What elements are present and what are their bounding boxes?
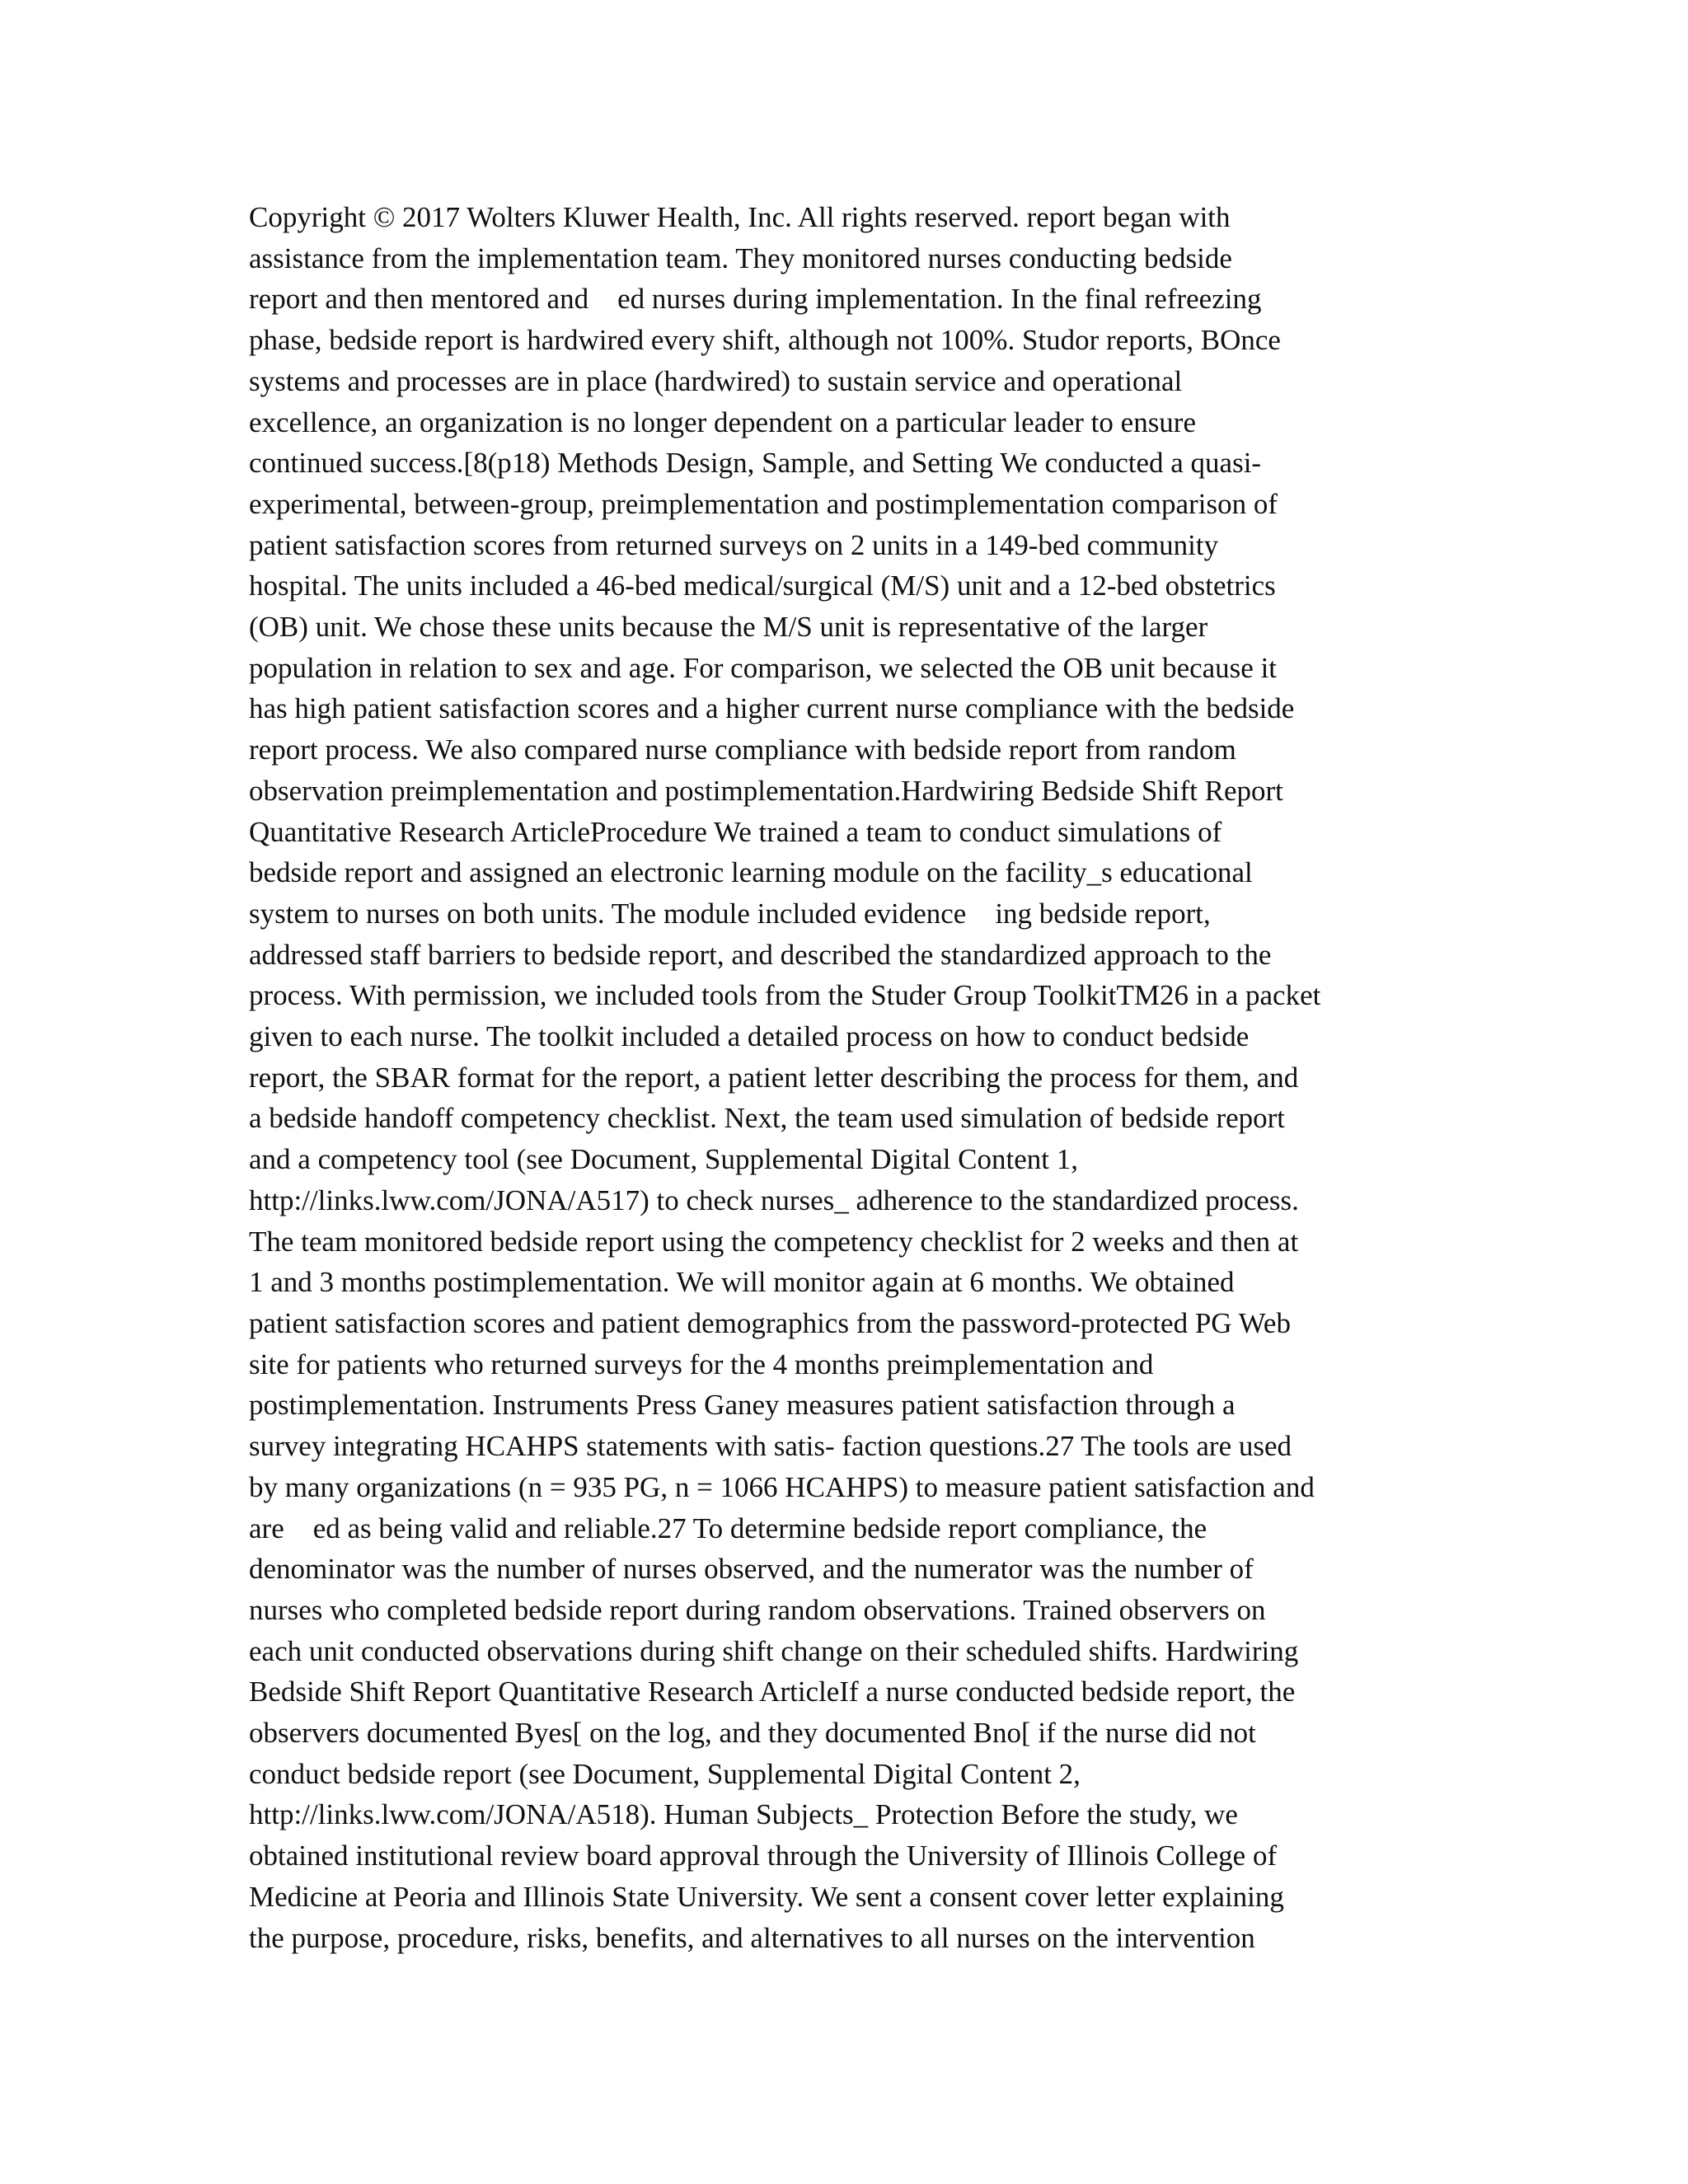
text-line: systems and processes are in place (hardwired) to sustain service and operational [249, 364, 1183, 397]
body-text [249, 197, 1452, 1958]
text-line: (OB) unit. We chose these units because the M/S unit is representative of the larger [249, 611, 1208, 644]
text-line: obtained institutional review board approval through the University of Illinois College of [249, 1840, 1278, 1872]
text-line: 1 and 3 months postimplementation. We will monitor again at 6 months. We obtained [249, 1266, 1235, 1299]
text-line: conduct bedside report (see Document, Supplemental Digital Content 2, [249, 1757, 1081, 1790]
text-line: http://links.lww.com/JONA/A518). Human Subjects_ Protection Before the study, we [249, 1798, 1238, 1831]
text-line: patient satisfaction scores and patient demographics from the password-protected PG Web [249, 1306, 1291, 1339]
text-line: population in relation to sex and age. For comparison, we selected the OB unit because it [249, 651, 1278, 684]
text-line: a bedside handoff competency checklist. Next, the team used simulation of bedside report [249, 1102, 1286, 1135]
text-line: addressed staff barriers to bedside report, and described the standardized approach to the [249, 938, 1272, 971]
text-line: hospital. The units included a 46-bed medical/surgical (M/S) unit and a 12-bed obstetrics [249, 569, 1276, 602]
text-line: denominator was the number of nurses observed, and the numerator was the number of [249, 1553, 1254, 1586]
text-line: experimental, between-group, preimplementation and postimplementation comparison of [249, 487, 1278, 520]
text-line: each unit conducted observations during shift change on their scheduled shifts. Hardwiring [249, 1634, 1299, 1667]
text-line: Bedside Shift Report Quantitative Research ArticleIf a nurse conducted bedside report, the [249, 1675, 1296, 1708]
text-line: by many organizations (n = 935 PG, n = 1066 HCAHPS) to measure patient satisfaction and [249, 1470, 1315, 1503]
text-line: assistance from the implementation team. They monitored nurses conducting bedside [249, 241, 1232, 274]
text-line: http://links.lww.com/JONA/A517) to check nurses_ adherence to the standardized process. [249, 1183, 1299, 1216]
text-line: patient satisfaction scores from returned surveys on 2 units in a 149-bed community [249, 528, 1219, 561]
text-line: system to nurses on both units. The module included evidence ing bedside report, [249, 897, 1211, 930]
text-line: bedside report and assigned an electronic learning module on the facility_s educational [249, 856, 1253, 889]
text-line: Medicine at Peoria and Illinois State University. We sent a consent cover letter explaining [249, 1880, 1284, 1913]
text-line: excellence, an organization is no longer dependent on a particular leader to ensure [249, 405, 1197, 438]
text-line: the purpose, procedure, risks, benefits, and alternatives to all nurses on the intervention [249, 1921, 1255, 1954]
text-line: are ed as being valid and reliable.27 To determine bedside report compliance, the [249, 1511, 1207, 1544]
text-line: has high patient satisfaction scores and a higher current nurse compliance with the bedside [249, 692, 1295, 725]
text-line: report, the SBAR format for the report, a patient letter describing the process for them, and [249, 1061, 1299, 1094]
text-line: Quantitative Research ArticleProcedure We trained a team to conduct simulations of [249, 815, 1222, 848]
text-line: report process. We also compared nurse compliance with bedside report from random [249, 733, 1236, 766]
text-line: postimplementation. Instruments Press Ganey measures patient satisfaction through a [249, 1389, 1236, 1422]
text-line: report and then mentored and ed nurses during implementation. In the final refreezing [249, 283, 1262, 316]
text-line: given to each nurse. The toolkit included a detailed process on how to conduct bedside [249, 1020, 1250, 1053]
text-line: survey integrating HCAHPS statements with satis- faction questions.27 The tools are used [249, 1430, 1292, 1463]
text-line: nurses who completed bedside report during random observations. Trained observers on [249, 1593, 1266, 1626]
text-line: phase, bedside report is hardwired every shift, although not 100%. Studor reports, BOnce [249, 324, 1281, 357]
text-line: process. With permission, we included tools from the Studer Group ToolkitTM26 in a packet [249, 979, 1321, 1012]
text-line: observation preimplementation and postimplementation.Hardwiring Bedside Shift Report [249, 774, 1283, 807]
text-line: site for patients who returned surveys for the 4 months preimplementation and [249, 1347, 1154, 1380]
text-line: continued success.[8(p18) Methods Design, Sample, and Setting We conducted a quasi- [249, 447, 1262, 480]
text-line: Copyright © 2017 Wolters Kluwer Health, Inc. All rights reserved. report began with [249, 201, 1231, 233]
text-line: observers documented Byes[ on the log, and they documented Bno[ if the nurse did not [249, 1717, 1256, 1750]
text-line: and a competency tool (see Document, Supplemental Digital Content 1, [249, 1143, 1078, 1176]
text-line: The team monitored bedside report using the competency checklist for 2 weeks and then at [249, 1225, 1299, 1258]
